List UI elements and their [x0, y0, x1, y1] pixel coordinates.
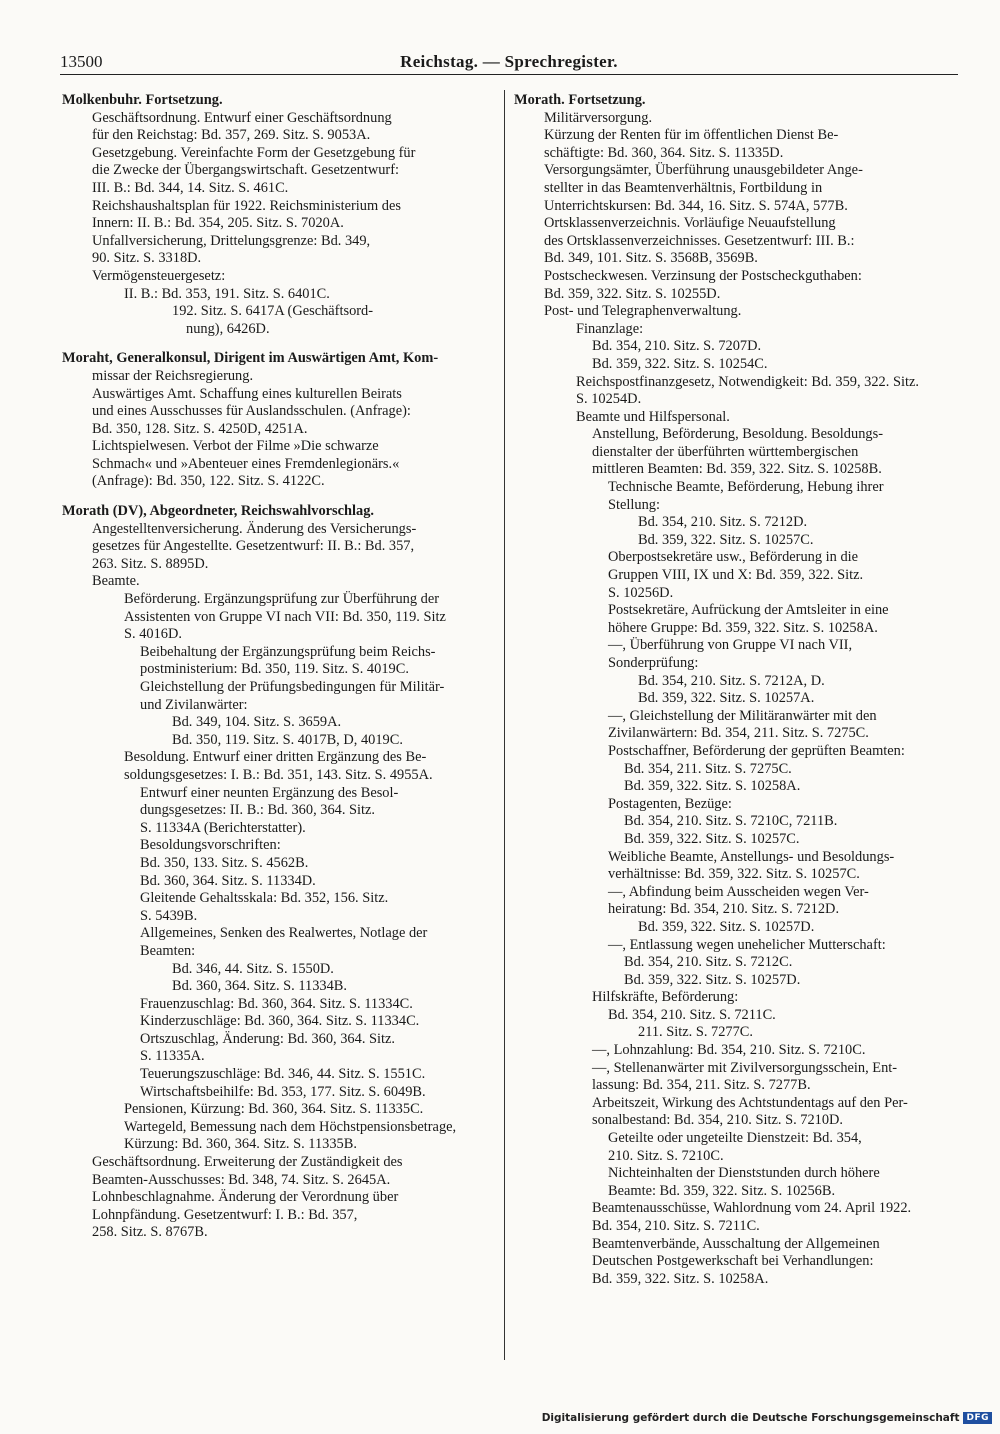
- index-line: und eines Ausschusses für Auslandsschulen. (Anfrage):: [92, 403, 411, 420]
- dfg-logo: DFG: [963, 1412, 992, 1424]
- index-line: Bd. 359, 322. Sitz. S. 10257C.: [638, 531, 814, 548]
- index-line: die Zwecke der Übergangswirtschaft. Gesetzentwurf:: [92, 162, 400, 179]
- index-line: Schmach« und »Abenteuer eines Fremdenlegionärs.«: [92, 455, 400, 472]
- index-line: Kinderzuschläge: Bd. 360, 364. Sitz. S. 11334C.: [140, 1013, 420, 1030]
- index-line: Technische Beamte, Beförderung, Hebung ihrer: [608, 479, 884, 496]
- index-line: Bd. 354, 210. Sitz. S. 7212A, D.: [638, 672, 825, 689]
- index-line: Arbeitszeit, Wirkung des Achtstundentags auf den Per-: [592, 1094, 908, 1111]
- index-line: Gleitende Gehaltsskala: Bd. 352, 156. Sitz.: [140, 890, 389, 907]
- index-line: Postschaffner, Beförderung der geprüften Beamten:: [608, 742, 905, 759]
- index-line: nung), 6426D.: [186, 320, 270, 337]
- index-line: Besoldungsvorschriften:: [140, 837, 281, 854]
- index-line: Beamtenausschüsse, Wahlordnung vom 24. April 1922.: [592, 1200, 912, 1217]
- index-line: Bd. 359, 322. Sitz. S. 10257A.: [638, 690, 815, 707]
- index-line: und Zivilanwärter:: [140, 696, 248, 713]
- index-line: Bd. 354, 210. Sitz. S. 7212C.: [624, 954, 793, 971]
- footer-text: Digitalisierung gefördert durch die Deutsche Forschungsgemeinschaft: [541, 1412, 960, 1424]
- index-line: Ortsklassenverzeichnis. Vorläufige Neuaufstellung: [544, 215, 836, 232]
- index-line: Gruppen VIII, IX und X: Bd. 359, 322. Sitz.: [608, 567, 864, 584]
- index-line: Weibliche Beamte, Anstellungs- und Besoldungs-: [608, 848, 895, 865]
- index-line: Bd. 349, 104. Sitz. S. 3659A.: [172, 714, 342, 731]
- index-line: Bd. 359, 322. Sitz. S. 10258A.: [624, 778, 801, 795]
- index-line: Beamte und Hilfspersonal.: [576, 408, 730, 425]
- index-line: —, Entlassung wegen unehelicher Mutterschaft:: [608, 936, 886, 953]
- index-line: des Ortsklassenverzeichnisses. Gesetzentwurf: III. B.:: [544, 232, 855, 249]
- index-line: mittleren Beamten: Bd. 359, 322. Sitz. S. 10258B.: [592, 461, 882, 478]
- index-line: Pensionen, Kürzung: Bd. 360, 364. Sitz. S. 11335C.: [124, 1101, 424, 1118]
- index-line: dungsgesetzes: II. B.: Bd. 360, 364. Sitz.: [140, 802, 376, 819]
- index-line: Beamten:: [140, 942, 196, 959]
- index-line: dienstalter der überführten württembergischen: [592, 443, 859, 460]
- index-line: Frauenzuschlag: Bd. 360, 364. Sitz. S. 11334C.: [140, 995, 413, 1012]
- index-line: Geschäftsordnung. Erweiterung der Zuständigkeit des: [92, 1154, 403, 1171]
- index-line: S. 5439B.: [140, 907, 198, 924]
- index-line: Bd. 354, 210. Sitz. S. 7211C.: [592, 1218, 760, 1234]
- page-header: [60, 50, 958, 75]
- index-line: stellter in das Beamtenverhältnis, Fortbildung in: [544, 179, 823, 196]
- index-line: Anstellung, Beförderung, Besoldung. Besoldungs-: [592, 426, 883, 443]
- index-line: 263. Sitz. S. 8895D.: [92, 555, 209, 572]
- index-line: Ortszuschlag, Änderung: Bd. 360, 364. Sitz.: [140, 1030, 396, 1047]
- index-line: Besoldung. Entwurf einer dritten Ergänzung des Be-: [124, 749, 427, 766]
- index-line: postministerium: Bd. 350, 119. Sitz. S. 4019C.: [140, 661, 409, 678]
- index-line: Unterrichtskursen: Bd. 344, 16. Sitz. S. 574A, 577B.: [544, 197, 848, 214]
- column-divider: [504, 90, 505, 1360]
- index-line: Bd. 349, 101. Sitz. S. 3568B, 3569B.: [544, 250, 758, 267]
- index-line: Bd. 354, 210. Sitz. S. 7211C.: [608, 1006, 776, 1023]
- index-line: Stellung:: [608, 496, 660, 513]
- index-line: Beamten-Ausschusses: Bd. 348, 74. Sitz. S. 2645A.: [92, 1171, 391, 1188]
- index-line: Lohnpfändung. Gesetzentwurf: I. B.: Bd. 357,: [92, 1206, 358, 1223]
- index-line: Angestelltenversicherung. Änderung des Versicherungs-: [92, 520, 417, 537]
- index-line: Bd. 354, 211. Sitz. S. 7275C.: [624, 760, 792, 777]
- index-line: lassung: Bd. 354, 211. Sitz. S. 7277B.: [592, 1077, 811, 1094]
- entry-gap: [62, 338, 492, 350]
- index-line: Teuerungszuschläge: Bd. 346, 44. Sitz. S. 1551C.: [140, 1066, 426, 1083]
- index-line: Bd. 350, 128. Sitz. S. 4250D, 4251A.: [92, 420, 308, 437]
- index-line: Finanzlage:: [576, 320, 644, 337]
- entry-gap: [62, 491, 492, 503]
- index-line: —, Lohnzahlung: Bd. 354, 210. Sitz. S. 7210C.: [592, 1042, 866, 1059]
- index-line: —, Abfindung beim Ausscheiden wegen Ver-: [608, 883, 869, 900]
- right-column: [514, 92, 946, 1288]
- index-line: Beförderung. Ergänzungsprüfung zur Überführung der: [124, 591, 440, 608]
- index-line: Kürzung der Renten für im öffentlichen Dienst Be-: [544, 127, 839, 144]
- index-line: Wirtschaftsbeihilfe: Bd. 353, 177. Sitz. S. 6049B.: [140, 1083, 426, 1100]
- index-line: Bd. 354, 210. Sitz. S. 7207D.: [592, 338, 762, 355]
- index-line: Kürzung: Bd. 360, 364. Sitz. S. 11335B.: [124, 1136, 357, 1153]
- index-line: —, Überführung von Gruppe VI nach VII,: [608, 637, 853, 654]
- index-line: Nichteinhalten der Dienststunden durch höhere: [608, 1165, 880, 1182]
- index-line: Bd. 359, 322. Sitz. S. 10258A.: [592, 1270, 769, 1287]
- index-line: 258. Sitz. S. 8767B.: [92, 1224, 208, 1241]
- index-line: Beamte: Bd. 359, 322. Sitz. S. 10256B.: [608, 1182, 836, 1199]
- index-line: Sonderprüfung:: [608, 655, 699, 671]
- index-line: Auswärtiges Amt. Schaffung eines kulturellen Beirats: [92, 385, 402, 402]
- index-line: III. B.: Bd. 344, 14. Sitz. S. 461C.: [92, 179, 289, 196]
- index-line: Innern: II. B.: Bd. 354, 205. Sitz. S. 7020A.: [92, 215, 344, 232]
- index-line: S. 10254D.: [576, 391, 642, 408]
- index-line: Bd. 360, 364. Sitz. S. 11334B.: [172, 978, 347, 995]
- index-line: S. 10256D.: [608, 584, 674, 601]
- index-line: gesetzes für Angestellte. Gesetzentwurf: II. B.: Bd. 357,: [92, 538, 415, 555]
- index-line: Bd. 360, 364. Sitz. S. 11334D.: [140, 872, 316, 889]
- left-column: [62, 92, 492, 1242]
- index-line: Postagenten, Bezüge:: [608, 795, 732, 812]
- speaker-heading: Molkenbuhr. Fortsetzung.: [62, 92, 223, 108]
- index-line: Beamtenverbände, Ausschaltung der Allgemeinen: [592, 1235, 880, 1252]
- index-line: Bd. 350, 119. Sitz. S. 4017B, D, 4019C.: [172, 731, 403, 748]
- index-line: 211. Sitz. S. 7277C.: [638, 1024, 754, 1041]
- index-line: sonalbestand: Bd. 354, 210. Sitz. S. 7210D.: [592, 1112, 844, 1129]
- speaker-heading: Moraht, Generalkonsul, Dirigent im Auswärtigen Amt, Kom-: [62, 350, 439, 367]
- index-line: Bd. 354, 210. Sitz. S. 7210C, 7211B.: [624, 813, 838, 830]
- index-line: Bd. 359, 322. Sitz. S. 10257D.: [638, 918, 815, 935]
- index-line: Versorgungsämter, Überführung unausgebildeter Ange-: [544, 162, 863, 179]
- index-line: Beibehaltung der Ergänzungsprüfung beim Reichs-: [140, 643, 436, 660]
- index-line: S. 4016D.: [124, 626, 182, 643]
- index-line: Lohnbeschlagnahme. Änderung der Verordnung über: [92, 1189, 399, 1206]
- index-line: Gleichstellung der Prüfungsbedingungen für Militär-: [140, 679, 445, 695]
- index-line: S. 11335A.: [140, 1048, 205, 1065]
- index-line: Bd. 350, 133. Sitz. S. 4562B.: [140, 854, 309, 871]
- index-line: Assistenten von Gruppe VI nach VII: Bd. 350, 119. Sitz: [124, 608, 446, 625]
- index-line: Bd. 359, 322. Sitz. S. 10255D.: [544, 285, 721, 302]
- index-line: Bd. 354, 210. Sitz. S. 7212D.: [638, 514, 808, 531]
- index-line: Beamte.: [92, 573, 140, 590]
- index-line: Reichspostfinanzgesetz, Notwendigkeit: Bd. 359, 322. Sitz.: [576, 373, 919, 390]
- index-line: Deutschen Postgewerkschaft bei Verhandlungen:: [592, 1253, 874, 1270]
- index-line: Geteilte oder ungeteilte Dienstzeit: Bd. 354,: [608, 1130, 862, 1147]
- index-line: Militärversorgung.: [544, 109, 653, 126]
- index-line: Reichshaushaltsplan für 1922. Reichsministerium des: [92, 197, 401, 214]
- index-line: Post- und Telegraphenverwaltung.: [544, 303, 742, 320]
- index-line: soldungsgesetzes: I. B.: Bd. 351, 143. Sitz. S. 4955A.: [124, 766, 433, 783]
- index-line: 192. Sitz. S. 6417A (Geschäftsord-: [172, 303, 374, 320]
- index-line: 210. Sitz. S. 7210C.: [608, 1147, 724, 1164]
- index-line: Wartegeld, Bemessung nach dem Höchstpensionsbetrage,: [124, 1118, 457, 1135]
- index-line: Oberpostsekretäre usw., Beförderung in die: [608, 549, 859, 566]
- index-line: Unfallversicherung, Drittelungsgrenze: Bd. 349,: [92, 232, 371, 249]
- index-line: Bd. 359, 322. Sitz. S. 10254C.: [592, 355, 768, 372]
- index-line: Bd. 346, 44. Sitz. S. 1550D.: [172, 960, 334, 977]
- index-line: Gesetzgebung. Vereinfachte Form der Gesetzgebung für: [92, 144, 416, 161]
- index-line: Hilfskräfte, Beförderung:: [592, 989, 739, 1006]
- index-line: Vermögensteuergesetz:: [92, 267, 226, 284]
- index-line: missar der Reichsregierung.: [92, 367, 254, 384]
- index-line: —, Stellenanwärter mit Zivilversorgungsschein, Ent-: [592, 1059, 898, 1076]
- index-line: (Anfrage): Bd. 350, 122. Sitz. S. 4122C.: [92, 473, 325, 490]
- speaker-heading: Morath. Fortsetzung.: [514, 92, 646, 108]
- index-line: Bd. 359, 322. Sitz. S. 10257D.: [624, 971, 801, 988]
- index-line: verhältnisse: Bd. 359, 322. Sitz. S. 10257C.: [608, 866, 860, 883]
- page-number: 13500: [60, 52, 103, 71]
- index-line: Geschäftsordnung. Entwurf einer Geschäftsordnung: [92, 109, 392, 126]
- index-line: Zivilanwärtern: Bd. 354, 211. Sitz. S. 7275C.: [608, 725, 869, 742]
- index-line: Bd. 359, 322. Sitz. S. 10257C.: [624, 830, 800, 847]
- index-line: S. 11334A (Berichterstatter).: [140, 819, 306, 836]
- index-line: schäftigte: Bd. 360, 364. Sitz. S. 11335D.: [544, 144, 784, 161]
- index-line: Postscheckwesen. Verzinsung der Postscheckguthaben:: [544, 267, 862, 284]
- index-line: für den Reichstag: Bd. 357, 269. Sitz. S. 9053A.: [92, 127, 371, 144]
- running-title: Reichstag. — Sprechregister.: [400, 52, 618, 71]
- index-line: Allgemeines, Senken des Realwertes, Notlage der: [140, 925, 428, 942]
- index-line: Lichtspielwesen. Verbot der Filme »Die schwarze: [92, 438, 379, 455]
- index-line: heiratung: Bd. 354, 210. Sitz. S. 7212D.: [608, 901, 840, 918]
- index-line: Entwurf einer neunten Ergänzung des Besol-: [140, 784, 399, 801]
- index-line: —, Gleichstellung der Militäranwärter mit den: [608, 707, 877, 724]
- index-line: höhere Gruppe: Bd. 359, 322. Sitz. S. 10258A.: [608, 619, 878, 636]
- index-line: 90. Sitz. S. 3318D.: [92, 250, 202, 267]
- index-line: II. B.: Bd. 353, 191. Sitz. S. 6401C.: [124, 285, 330, 302]
- speaker-heading: Morath (DV), Abgeordneter, Reichswahlvorschlag.: [62, 503, 375, 520]
- index-line: Postsekretäre, Aufrückung der Amtsleiter in eine: [608, 602, 889, 619]
- footer: [542, 1412, 992, 1424]
